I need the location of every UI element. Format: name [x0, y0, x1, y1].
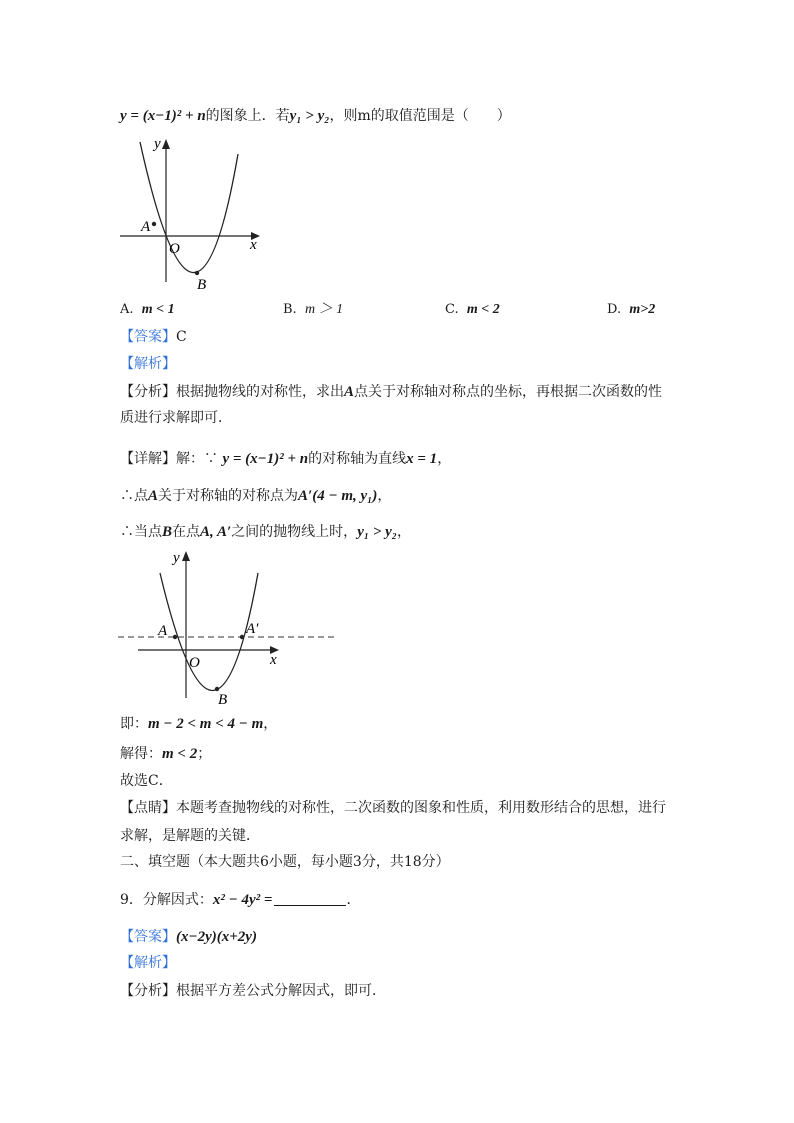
graph1-point-b-label: B: [197, 277, 207, 293]
question-formula: y = (x−1)² + n: [120, 108, 206, 124]
detail-l1-b: 的对称轴为直线: [308, 451, 407, 467]
detail-l3-b: 在点: [172, 524, 201, 540]
answer-tag: 【答案】: [120, 329, 176, 345]
detail-l1-c: ，: [437, 451, 452, 467]
option-b[interactable]: [283, 300, 343, 320]
dianjing-tag: 【点睛】: [120, 800, 176, 816]
graph2-y-label: y: [173, 550, 180, 566]
choose-text: 故选C．: [120, 773, 173, 789]
parabola-graph-1: [118, 132, 268, 292]
fenxi-line-1: [120, 382, 662, 402]
graph2-point-a-label: A: [158, 623, 168, 639]
detail-l2-a: ∴点: [120, 488, 148, 504]
option-b-letter: B.: [283, 302, 297, 317]
question-text-end: ，则m的取值范围是（ ）: [329, 108, 511, 124]
fenxi9-line: [120, 981, 386, 1001]
detail-l3-a: ∴当点: [120, 524, 162, 540]
option-d[interactable]: [607, 300, 655, 320]
detail-tag: 【详解】: [120, 451, 176, 467]
q9-number: 9．分解因式：: [120, 892, 213, 908]
dianjing-text-2: 求解，是解题的关键．: [120, 828, 260, 844]
parabola-graph-2: [116, 546, 336, 706]
option-a[interactable]: [120, 300, 175, 320]
detail-l3-c: 之间的抛物线上时，: [231, 524, 358, 540]
fenxi-text-c: 质进行求解即可．: [120, 410, 232, 426]
fenxi-point: A: [344, 384, 355, 400]
answer-value: C: [176, 329, 187, 345]
graph1-point-a-label: A: [141, 219, 151, 235]
jie-line: [120, 744, 211, 764]
jie-text: 解得：: [120, 746, 162, 762]
q9-line: [120, 890, 360, 910]
detail-l3-d: ，: [397, 524, 412, 540]
fenxi-line-2: [120, 408, 232, 428]
detail-l2-point: A: [148, 488, 159, 504]
option-a-value: m < 1: [141, 302, 175, 317]
detail-l1-formula: y = (x−1)² + n: [222, 451, 309, 467]
section-2-title: 二、填空题（本大题共6小题，每小题3分，共18分）: [120, 854, 450, 870]
detail-line-3: [120, 522, 411, 542]
answer-line: [120, 327, 187, 347]
ji-end: ，: [263, 716, 278, 732]
fenxi9-tag: 【分析】: [120, 983, 176, 999]
detail-l2-b: 关于对称轴的对称点为: [158, 488, 299, 504]
graph2-point-a-prime-label: A′: [246, 621, 259, 637]
ji-line: [120, 714, 277, 734]
ji-inequality: m − 2 < m < 4 − m: [148, 716, 264, 732]
option-d-value: m>2: [629, 302, 656, 317]
question-text-mid: 的图象上．若: [205, 108, 290, 124]
detail-line-1: [120, 449, 451, 469]
detail-line-2: [120, 486, 391, 506]
graph1-origin-label: O: [169, 241, 180, 257]
q9-answer-blank: [274, 891, 346, 906]
section-2-heading: [120, 852, 450, 872]
question-condition: y₁ > y₂: [289, 108, 330, 124]
option-d-letter: D.: [607, 302, 622, 317]
detail-l1-a: 解：∵: [176, 451, 218, 467]
option-a-letter: A.: [120, 302, 134, 317]
graph2-point-b-label: B: [218, 692, 228, 708]
answer9-line: [120, 927, 257, 947]
option-c-letter: C.: [445, 302, 459, 317]
jie-result: m < 2: [162, 746, 198, 762]
detail-l3-point: B: [162, 524, 173, 540]
graph2-origin-label: O: [189, 655, 200, 671]
fenxi-text-b: 点关于对称轴对称点的坐标，再根据二次函数的性: [354, 384, 663, 400]
fenxi-tag: 【分析】: [120, 384, 176, 400]
choose-line: [120, 771, 173, 791]
fenxi9-text: 根据平方差公式分解因式，即可．: [176, 983, 386, 999]
fenxi-text-a: 根据抛物线的对称性，求出: [176, 384, 344, 400]
ji-text: 即：: [120, 716, 148, 732]
jie-end: ；: [197, 746, 212, 762]
dianjing-text-1: 本题考查抛物线的对称性，二次函数的图象和性质，利用数形结合的思想，进行: [176, 800, 666, 816]
answer9-tag: 【答案】: [120, 929, 176, 945]
detail-l2-c: ，: [377, 488, 392, 504]
graph2-x-label: x: [270, 652, 277, 668]
analysis-heading: [120, 354, 176, 374]
analysis9-heading: [120, 953, 176, 973]
analysis-tag: 【解析】: [120, 356, 176, 372]
detail-l3-cond: y₁ > y₂: [357, 524, 398, 540]
answer9-value: (x−2y)(x+2y): [176, 929, 257, 945]
option-c[interactable]: [445, 300, 500, 320]
option-c-value: m < 2: [466, 302, 500, 317]
graph1-x-label: x: [250, 237, 257, 253]
detail-l1-axis: x = 1: [406, 451, 438, 467]
dianjing-line-1: [120, 798, 666, 818]
detail-l3-points: A, A′: [200, 524, 232, 540]
analysis9-tag: 【解析】: [120, 955, 176, 971]
q9-expression: x² − 4y² =: [212, 892, 273, 908]
q9-end: ．: [346, 892, 361, 908]
detail-l2-sym: A′(4 − m, y₁): [298, 488, 378, 504]
option-b-value: m ＞ 1: [304, 302, 344, 317]
dianjing-line-2: [120, 826, 260, 846]
question-line: [120, 106, 511, 126]
graph1-y-label: y: [154, 136, 161, 152]
